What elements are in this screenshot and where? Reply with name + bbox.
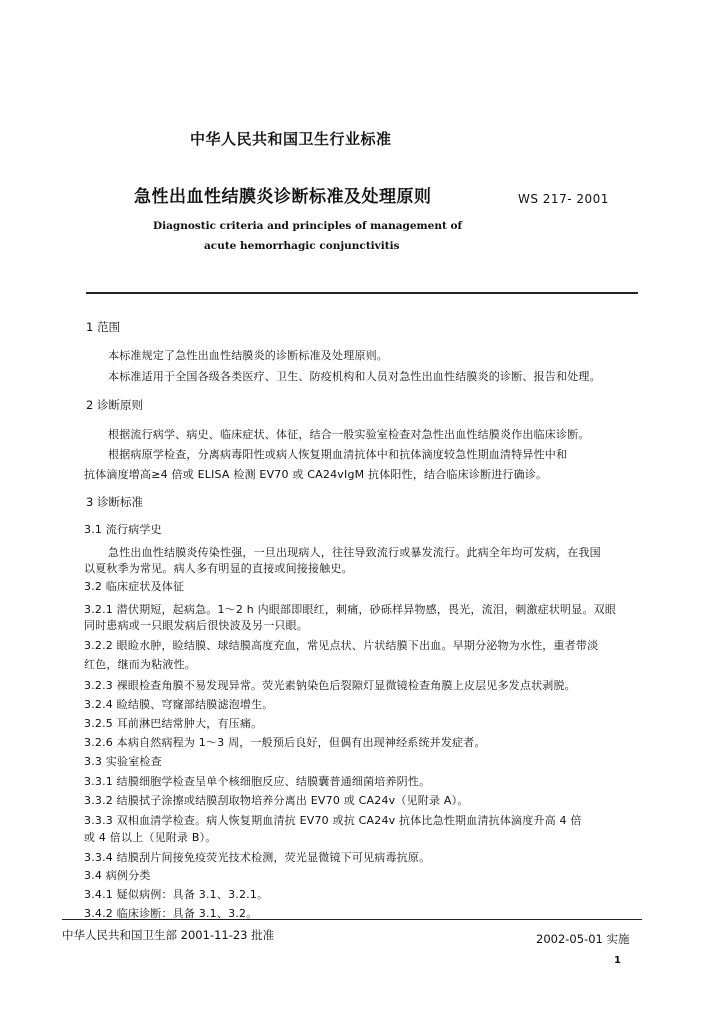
paragraph-line: 3.2.4 睑结膜、穹窿部结膜滤泡增生。: [84, 698, 274, 711]
paragraph-line: 或 4 倍以上（见附录 B）。: [84, 831, 217, 844]
english-title-line-1: Diagnostic criteria and principles of management of: [153, 220, 462, 232]
paragraph-line: 本标准适用于全国各级各类医疗、卫生、防疫机构和人员对急性出血性结膜炎的诊断、报告和处理。: [108, 370, 601, 383]
subsection-heading: 3.3 实验室检查: [84, 755, 162, 768]
paragraph-line: 3.2.3 裸眼检查角膜不易发现异常。荧光素钠染色后裂隙灯显微镜检查角膜上皮层见多发点状剥脱。: [84, 679, 576, 692]
paragraph-line: 3.4.2 临床诊断：具备 3.1、3.2。: [84, 907, 258, 920]
paragraph-line: 同时患病或一只眼发病后很快波及另一只眼。: [84, 619, 308, 632]
paragraph-line: 3.3.2 结膜拭子涂擦或结膜刮取物培养分离出 EV70 或 CA24v（见附录 A）。: [84, 794, 469, 807]
section-heading: 3 诊断标准: [86, 495, 143, 509]
paragraph-line: 以夏秋季为常见。病人多有明显的直接或间接接触史。: [84, 562, 353, 575]
section-heading: 2 诊断原则: [86, 398, 143, 412]
footer-divider: [62, 919, 642, 920]
document-title: 急性出血性结膜炎诊断标准及处理原则: [134, 187, 432, 207]
paragraph-line: 3.3.3 双相血清学检查。病人恢复期血清抗 EV70 或抗 CA24v 抗体比急性期血清抗体滴度升高 4 倍: [84, 814, 582, 827]
paragraph-line: 本标准规定了急性出血性结膜炎的诊断标准及处理原则。: [108, 349, 388, 362]
paragraph-line: 根据病原学检查，分离病毒阳性或病人恢复期血清抗体中和抗体滴度较急性期血清特异性中和: [108, 448, 568, 461]
english-title-line-2: acute hemorrhagic conjunctivitis: [204, 240, 400, 252]
paragraph-line: 抗体滴度增高≥4 倍或 ELISA 检测 EV70 或 CA24vIgM 抗体阳性，结合临床诊断进行确诊。: [84, 468, 548, 481]
paragraph-line: 根据流行病学、病史、临床症状、体征，结合一般实验室检查对急性出血性结膜炎作出临床诊断。: [108, 428, 590, 441]
page-number: 1: [614, 955, 621, 966]
paragraph-line: 3.2.5 耳前淋巴结常肿大，有压痛。: [84, 717, 263, 730]
standard-code: WS 217- 2001: [518, 192, 609, 206]
section-heading: 1 范围: [86, 320, 120, 334]
subsection-heading: 3.4 病例分类: [84, 869, 151, 882]
subsection-heading: 3.2 临床症状及体征: [84, 580, 185, 593]
paragraph-line: 3.3.4 结膜刮片间接免疫荧光技术检测，荧光显微镜下可见病毒抗原。: [84, 851, 431, 864]
effective-date: 2002-05-01 实施: [536, 932, 630, 946]
paragraph-line: 3.2.6 本病自然病程为 1～3 周，一般预后良好，但偶有出现神经系统并发症者。: [84, 736, 486, 749]
paragraph-line: 急性出血性结膜炎传染性强，一旦出现病人，往往导致流行或暴发流行。此病全年均可发病，在我国: [108, 546, 601, 559]
paragraph-line: 3.3.1 结膜细胞学检查呈单个核细胞反应、结膜囊普通细菌培养阴性。: [84, 775, 431, 788]
paragraph-line: 3.2.1 潜伏期短，起病急。1～2 h 内眼部即眼红，刺痛，砂砾样异物感，畏光，流泪，刺激症状明显。双眼: [84, 603, 617, 616]
title-divider: [86, 292, 638, 294]
paragraph-line: 3.2.2 眼睑水肿，睑结膜、球结膜高度充血，常见点状、片状结膜下出血。早期分泌物为水性，重者带淡: [84, 639, 599, 652]
paragraph-line: 3.4.1 疑似病例：具备 3.1、3.2.1。: [84, 888, 269, 901]
approval-date: 中华人民共和国卫生部 2001-11-23 批准: [62, 928, 275, 942]
subsection-heading: 3.1 流行病学史: [84, 523, 162, 536]
issuing-organization: 中华人民共和国卫生行业标准: [190, 130, 392, 148]
paragraph-line: 红色，继而为粘液性。: [84, 658, 196, 671]
